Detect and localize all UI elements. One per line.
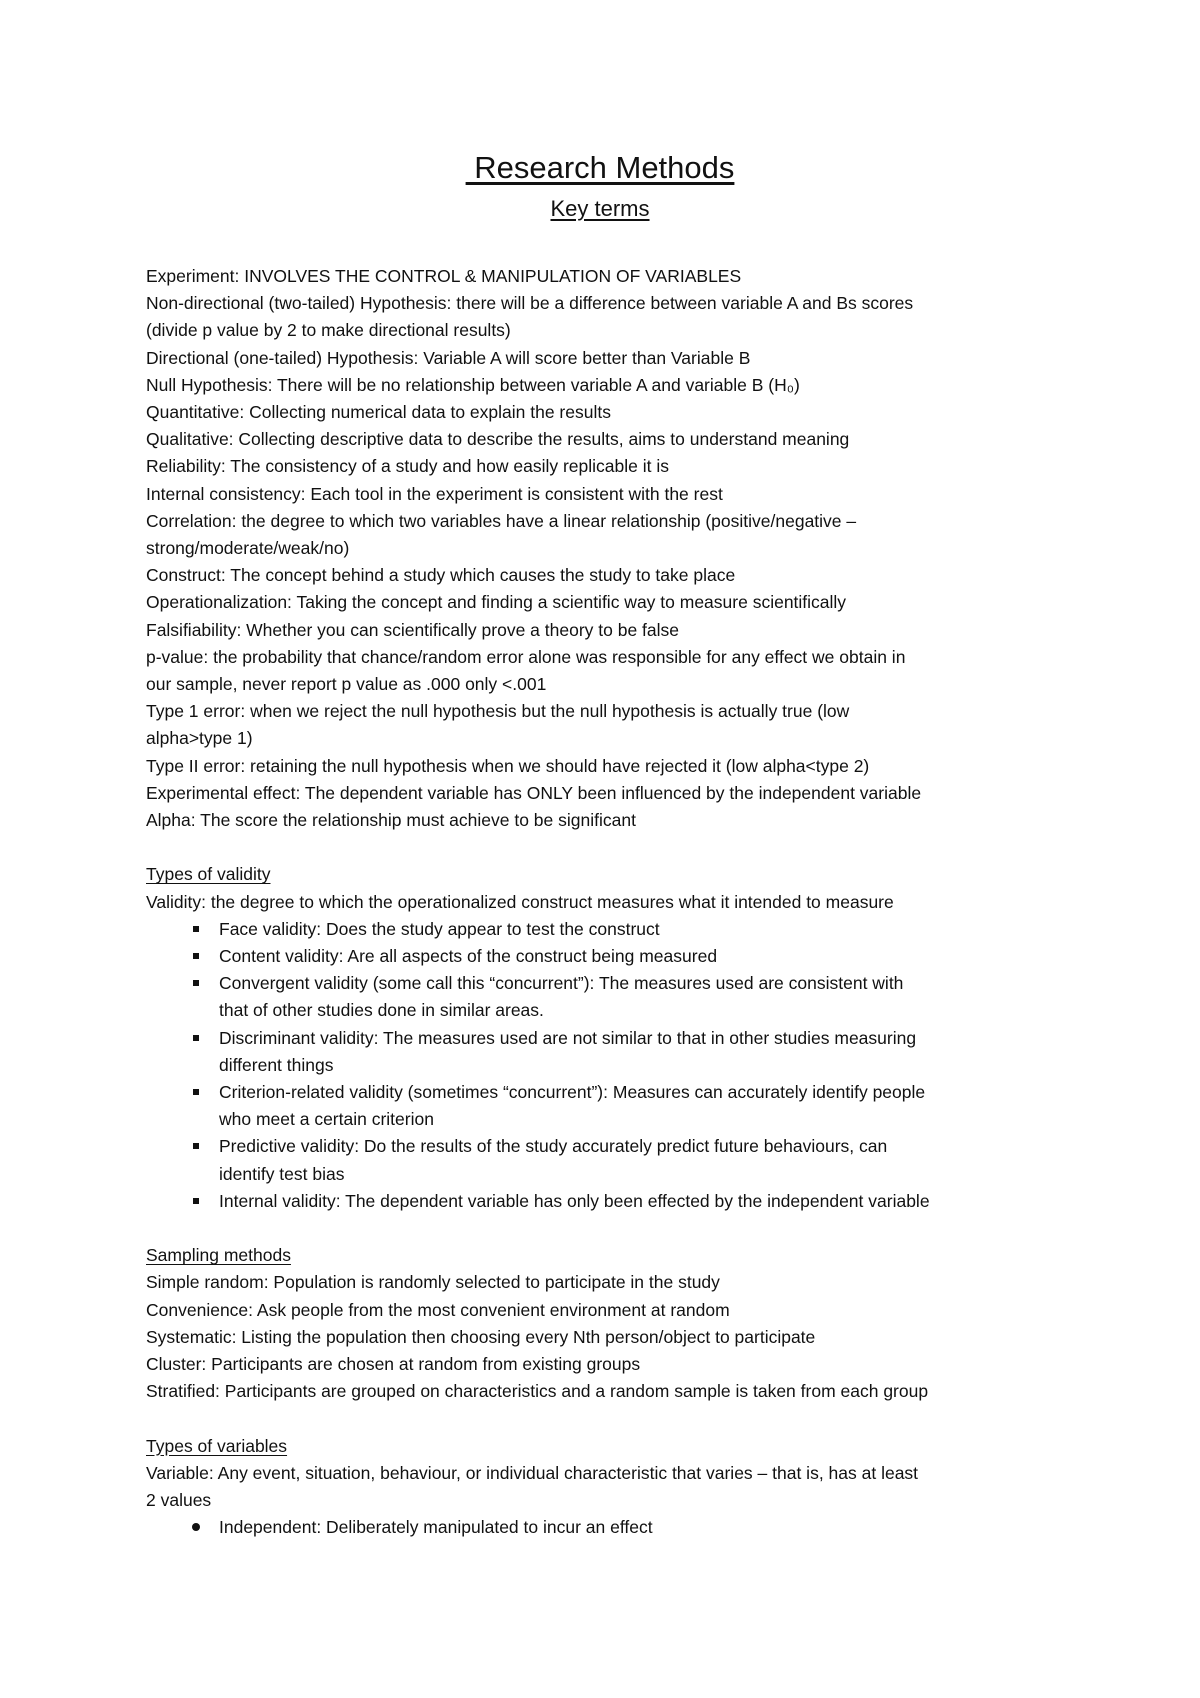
- term-construct: [146, 562, 1066, 589]
- sampling-section: [146, 1242, 1066, 1405]
- validity-item-internal: [146, 1188, 1066, 1215]
- validity-item-line: different things: [219, 1054, 334, 1075]
- variables-intro-line: 2 values: [146, 1490, 212, 1511]
- term-line: Type II error: retaining the null hypothesis when we should have rejected it (low alpha<type 2): [146, 755, 870, 776]
- round-bullet-icon: [186, 1514, 206, 1541]
- variables-section: [146, 1433, 1066, 1542]
- validity-item-discriminant: [146, 1025, 1066, 1079]
- square-bullet-icon: [186, 1079, 206, 1106]
- term-reliability: [146, 453, 1066, 480]
- term-line: strong/moderate/weak/no): [146, 538, 350, 559]
- term-experimental-effect: [146, 780, 1066, 807]
- sampling-item-simple-random: Simple random: Population is randomly selected to participate in the study: [146, 1272, 720, 1293]
- term-line: Null Hypothesis: There will be no relationship between variable A and variable B (H₀): [146, 374, 800, 395]
- term-line: Experimental effect: The dependent variable has ONLY been influenced by the independent variable: [146, 782, 922, 803]
- term-p-value: [146, 644, 1066, 698]
- term-line: Type 1 error: when we reject the null hypothesis but the null hypothesis is actually true (low: [146, 701, 850, 722]
- validity-item-line: that of other studies done in similar areas.: [219, 1000, 544, 1021]
- term-line: Construct: The concept behind a study which causes the study to take place: [146, 565, 736, 586]
- term-line: Operationalization: Taking the concept and finding a scientific way to measure scientifically: [146, 592, 847, 613]
- term-line: Quantitative: Collecting numerical data to explain the results: [146, 402, 611, 423]
- document-body: [146, 263, 1066, 1542]
- term-line: Alpha: The score the relationship must achieve to be significant: [146, 810, 636, 831]
- section-spacer: [146, 1215, 1066, 1242]
- validity-item-convergent: [146, 970, 1066, 1024]
- section-spacer: [146, 834, 1066, 861]
- term-operationalization: [146, 589, 1066, 616]
- term-line: Non-directional (two-tailed) Hypothesis: there will be a difference between variable A and Bs scores: [146, 293, 914, 314]
- term-correlation: [146, 508, 1066, 562]
- validity-item-face: [146, 916, 1066, 943]
- term-line: alpha>type 1): [146, 728, 253, 749]
- term-directional-hypothesis: [146, 345, 1066, 372]
- term-alpha: [146, 807, 1066, 834]
- term-quantitative: [146, 399, 1066, 426]
- square-bullet-icon: [186, 1133, 206, 1160]
- square-bullet-icon: [186, 1188, 206, 1215]
- validity-intro: Validity: the degree to which the operationalized construct measures what it intended to measure: [146, 891, 894, 912]
- sampling-item-stratified: Stratified: Participants are grouped on characteristics and a random sample is taken from each group: [146, 1381, 929, 1402]
- square-bullet-icon: [186, 916, 206, 943]
- validity-item-line: Discriminant validity: The measures used are not similar to that in other studies measuring: [219, 1027, 917, 1048]
- term-line: p-value: the probability that chance/random error alone was responsible for any effect we obtain in: [146, 646, 906, 667]
- term-line: Reliability: The consistency of a study and how easily replicable it is: [146, 456, 669, 477]
- sampling-item-systematic: Systematic: Listing the population then choosing every Nth person/object to participate: [146, 1326, 816, 1347]
- term-type-2-error: [146, 753, 1066, 780]
- term-internal-consistency: [146, 481, 1066, 508]
- term-line: (divide p value by 2 to make directional results): [146, 320, 511, 341]
- term-line: Qualitative: Collecting descriptive data to describe the results, aims to understand meaning: [146, 429, 850, 450]
- validity-item-line: Predictive validity: Do the results of the study accurately predict future behaviours, can: [219, 1136, 888, 1157]
- square-bullet-icon: [186, 970, 206, 997]
- validity-item-line: Face validity: Does the study appear to test the construct: [219, 918, 660, 939]
- variables-heading: Types of variables: [146, 1435, 288, 1456]
- term-line: Directional (one-tailed) Hypothesis: Variable A will score better than Variable B: [146, 347, 751, 368]
- section-spacer: [146, 1406, 1066, 1433]
- sampling-item-cluster: Cluster: Participants are chosen at random from existing groups: [146, 1354, 641, 1375]
- term-line: Falsifiability: Whether you can scientifically prove a theory to be false: [146, 619, 680, 640]
- validity-item-line: Criterion-related validity (sometimes “concurrent”): Measures can accurately identify people: [219, 1082, 926, 1103]
- term-line: Correlation: the degree to which two variables have a linear relationship (positive/negative –: [146, 510, 857, 531]
- validity-item-content: [146, 943, 1066, 970]
- page-subtitle: Key terms: [550, 196, 650, 221]
- validity-item-line: who meet a certain criterion: [219, 1109, 434, 1130]
- variables-item-independent: [146, 1514, 1066, 1541]
- key-terms-list: [146, 263, 1066, 834]
- validity-item-line: Internal validity: The dependent variable has only been effected by the independent variable: [219, 1190, 930, 1211]
- term-experiment: [146, 263, 1066, 290]
- variables-item-line: Independent: Deliberately manipulated to incur an effect: [219, 1517, 653, 1538]
- term-line: our sample, never report p value as .000 only <.001: [146, 674, 547, 695]
- validity-heading: Types of validity: [146, 864, 271, 885]
- variables-intro-line: Variable: Any event, situation, behaviour, or individual characteristic that varies – that is, has at least: [146, 1462, 919, 1483]
- sampling-item-convenience: Convenience: Ask people from the most convenient environment at random: [146, 1299, 730, 1320]
- validity-section: [146, 861, 1066, 1215]
- term-qualitative: [146, 426, 1066, 453]
- validity-item-line: Content validity: Are all aspects of the construct being measured: [219, 946, 718, 967]
- term-line: Experiment: INVOLVES THE CONTROL & MANIPULATION OF VARIABLES: [146, 266, 742, 286]
- term-line: Internal consistency: Each tool in the experiment is consistent with the rest: [146, 483, 723, 504]
- page-title: Research Methods: [465, 150, 735, 185]
- term-null-hypothesis: [146, 372, 1066, 399]
- square-bullet-icon: [186, 1025, 206, 1052]
- term-falsifiability: [146, 617, 1066, 644]
- square-bullet-icon: [186, 943, 206, 970]
- validity-item-predictive: [146, 1133, 1066, 1187]
- term-type-1-error: [146, 698, 1066, 752]
- sampling-heading: Sampling methods: [146, 1245, 291, 1266]
- term-non-directional-hypothesis: [146, 290, 1066, 344]
- validity-item-line: identify test bias: [219, 1163, 345, 1184]
- validity-item-criterion-related: [146, 1079, 1066, 1133]
- validity-item-line: Convergent validity (some call this “concurrent”): The measures used are consistent with: [219, 973, 904, 994]
